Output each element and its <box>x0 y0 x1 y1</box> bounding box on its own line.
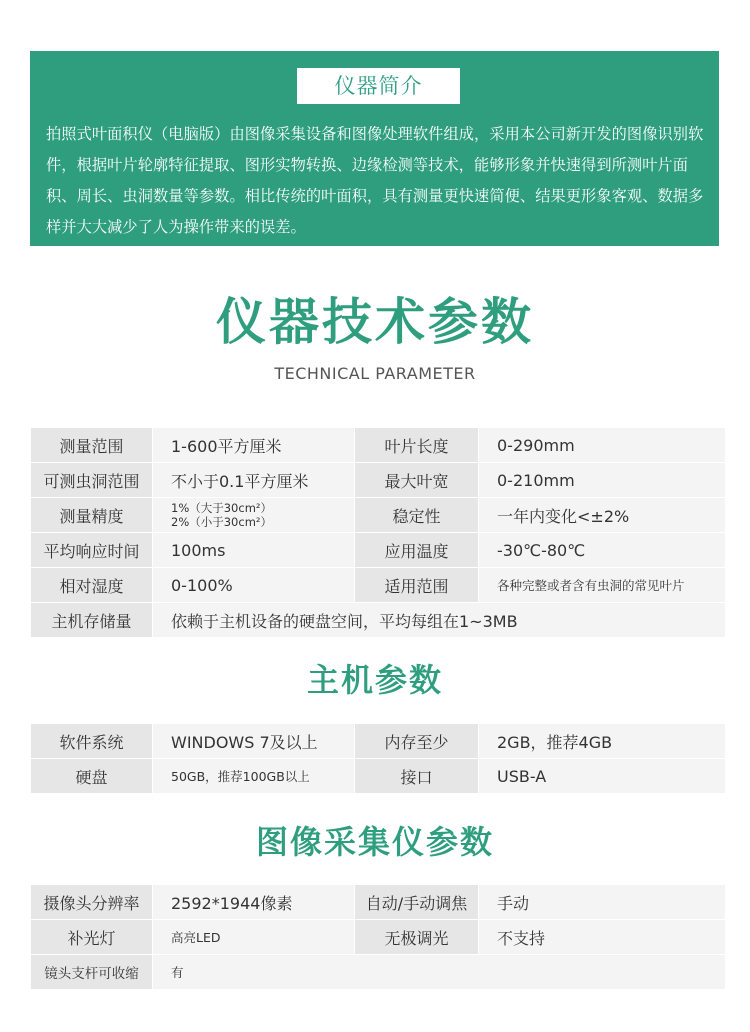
camera-table <box>31 885 725 990</box>
tech-subtitle: TECHNICAL PARAMETER <box>274 364 476 383</box>
table-row <box>31 568 725 602</box>
param-label: 适用范围 <box>355 568 478 602</box>
param-label: 稳定性 <box>355 498 478 532</box>
param-value: 依赖于主机设备的硬盘空间，平均每组在1~3MB <box>153 603 725 637</box>
accuracy-line-1: 1%（大于30cm²） <box>171 501 273 515</box>
param-label: 软件系统 <box>31 724 152 758</box>
param-label: 测量精度 <box>31 498 152 532</box>
host-title: 主机参数 <box>306 661 443 699</box>
camera-title: 图像采集仪参数 <box>255 823 494 861</box>
param-value: 一年内变化<±2% <box>479 498 725 532</box>
tech-table <box>31 428 725 638</box>
table-row <box>31 759 725 793</box>
table-row <box>31 955 725 989</box>
param-label: 主机存储量 <box>31 603 152 637</box>
param-label: 可测虫洞范围 <box>31 463 152 497</box>
param-label: 内存至少 <box>355 724 478 758</box>
param-value: 2592*1944像素 <box>153 885 354 919</box>
param-label: 叶片长度 <box>355 428 478 462</box>
param-value: 各种完整或者含有虫洞的常见叶片 <box>479 568 725 602</box>
param-label: 摄像头分辨率 <box>31 885 152 919</box>
table-row <box>31 920 725 954</box>
param-label: 镜头支杆可收缩 <box>31 955 152 989</box>
host-table <box>31 724 725 794</box>
table-row <box>31 724 725 758</box>
param-value <box>153 498 354 532</box>
param-label: 相对湿度 <box>31 568 152 602</box>
param-value: USB-A <box>479 759 725 793</box>
param-value: 高亮LED <box>153 920 354 954</box>
accuracy-line-2: 2%（小于30cm²） <box>171 515 273 529</box>
param-value: 不支持 <box>479 920 725 954</box>
param-label: 最大叶宽 <box>355 463 478 497</box>
param-value: 1-600平方厘米 <box>153 428 354 462</box>
param-label: 平均响应时间 <box>31 533 152 567</box>
param-value: 50GB，推荐100GB以上 <box>153 759 354 793</box>
intro-panel <box>30 51 719 246</box>
param-value: 手动 <box>479 885 725 919</box>
intro-text: 拍照式叶面积仪（电脑版）由图像采集设备和图像处理软件组成，采用本公司新开发的图像识别软件，根据叶片轮廓特征提取、图形实物转换、边缘检测等技术，能够形象并快速得到所测叶片面积、周长、虫洞数量等参数。相比传统的叶面积，具有测量更快速简便、结果更形象客观、数据多样并大大减少了人为操作带来的误差。 <box>46 125 704 236</box>
table-row <box>31 603 725 637</box>
param-value: 0-100% <box>153 568 354 602</box>
table-row <box>31 463 725 497</box>
param-value: 有 <box>153 955 725 989</box>
param-label: 补光灯 <box>31 920 152 954</box>
param-label: 自动/手动调焦 <box>355 885 478 919</box>
param-value: 100ms <box>153 533 354 567</box>
param-label: 测量范围 <box>31 428 152 462</box>
param-label: 接口 <box>355 759 478 793</box>
param-label: 无极调光 <box>355 920 478 954</box>
param-label: 硬盘 <box>31 759 152 793</box>
table-row <box>31 498 725 532</box>
tech-title: 仪器技术参数 <box>216 293 534 351</box>
table-row <box>31 885 725 919</box>
param-value: 0-290mm <box>479 428 725 462</box>
intro-title: 仪器简介 <box>297 68 460 104</box>
param-value: WINDOWS 7及以上 <box>153 724 354 758</box>
param-label: 应用温度 <box>355 533 478 567</box>
table-row <box>31 428 725 462</box>
table-row <box>31 533 725 567</box>
param-value: 2GB，推荐4GB <box>479 724 725 758</box>
param-value: 不小于0.1平方厘米 <box>153 463 354 497</box>
param-value: 0-210mm <box>479 463 725 497</box>
param-value: -30℃-80℃ <box>479 533 725 567</box>
